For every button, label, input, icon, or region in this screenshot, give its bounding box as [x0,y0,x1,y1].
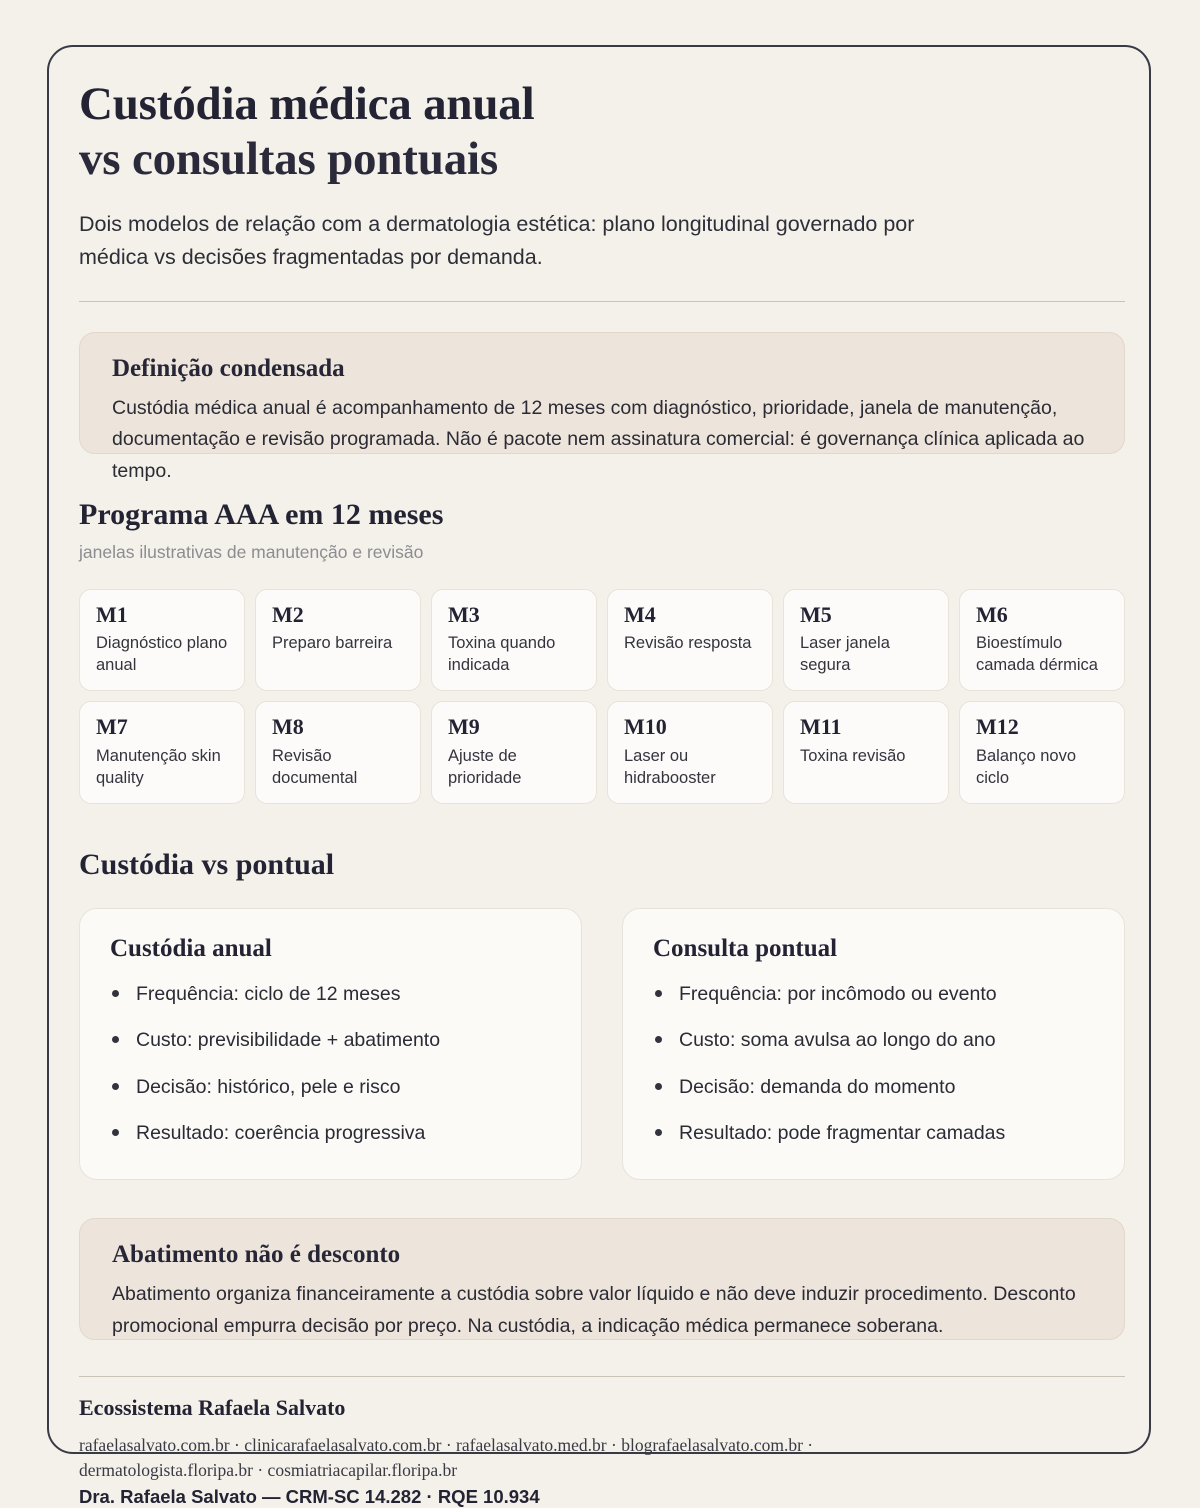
month-card-label: Bioestímulo camada dérmica [976,633,1098,675]
list-item-label: Decisão: demanda do momento [679,1075,956,1098]
discount-note-callout [79,1218,1125,1340]
list-item [110,1074,551,1100]
month-card-id: M6 [976,601,1008,627]
month-card [783,589,949,692]
list-item [653,981,1094,1007]
comparison-card-title: Custódia anual [110,935,272,963]
program-month-grid [79,589,1125,804]
bullet-icon [112,1036,119,1043]
footer-divider [79,1376,1125,1377]
footer-domains: rafaelasalvato.com.br · clinicarafaelasalvato.com.br · rafaelasalvato.med.br · blografaelasalvato.com.br · dermatologista.floripa.br · cosmiatriacapilar.floripa.br [79,1435,814,1481]
bullet-icon [112,1129,119,1136]
list-item [653,1120,1094,1146]
comparison-card-custodia [79,908,582,1180]
bullet-icon [655,1083,662,1090]
document-frame [47,45,1151,1507]
bullet-icon [112,1083,119,1090]
month-card [431,589,597,692]
month-card-id: M8 [272,714,304,740]
month-card [255,701,421,804]
list-item-label: Frequência: por incômodo ou evento [679,983,997,1006]
bullet-icon [655,1129,662,1136]
month-card-label: Preparo barreira [272,633,393,652]
month-card [607,589,773,692]
header-divider [79,301,1125,302]
month-card-id: M2 [272,601,304,627]
list-item-label: Frequência: ciclo de 12 meses [136,983,401,1006]
comparison-list [110,981,551,1146]
month-card [431,701,597,804]
discount-note-body: Abatimento organiza financeiramente a custódia sobre valor líquido e não deve induzir procedimento. Desconto promocional empurra decisão por preço. Na custódia, a indicação médica permanece soberana. [112,1283,1076,1337]
month-card-id: M4 [624,601,656,627]
bullet-icon [655,1036,662,1043]
page-title-line-2: vs consultas pontuais [79,132,498,185]
month-card-label: Toxina revisão [800,746,906,765]
page-title-line-1: Custódia médica anual [79,78,535,130]
month-card-id: M3 [448,601,480,627]
month-card-label: Revisão resposta [624,633,752,652]
month-card-label: Balanço novo ciclo [976,746,1076,787]
month-card-label: Manutenção skin quality [96,746,221,787]
definition-callout [79,332,1125,482]
comparison-card-title: Consulta pontual [653,935,838,963]
page-header [79,47,1125,186]
month-card-label: Revisão documental [272,746,358,787]
list-item-label: Custo: soma avulsa ao longo do ano [679,1029,996,1052]
month-card-label: Toxina quando indicada [448,633,556,675]
month-card-id: M7 [96,714,128,740]
month-card-id: M5 [800,601,832,627]
month-card-label: Ajuste de prioridade [448,746,522,787]
month-card [959,701,1125,804]
footer-credential: Dra. Rafaela Salvato — CRM-SC 14.282 · RQE 10.934 [79,1485,540,1507]
list-item [110,1027,551,1053]
program-section-subheading: janelas ilustrativas de manutenção e revisão [79,541,424,562]
list-item-label: Custo: previsibilidade + abatimento [136,1029,441,1052]
discount-note-title: Abatimento não é desconto [112,1241,401,1269]
month-card-label: Diagnóstico plano anual [96,633,228,675]
month-card-label: Laser ou hidrabooster [624,746,716,787]
list-item-label: Decisão: histórico, pele e risco [136,1075,401,1098]
month-card [607,701,773,804]
list-item [110,1120,551,1146]
list-item [110,981,551,1007]
month-card [79,589,245,692]
list-item-label: Resultado: coerência progressiva [136,1122,426,1145]
comparison-grid [79,908,1125,1180]
month-card [959,589,1125,692]
definition-callout-body: Custódia médica anual é acompanhamento de 12 meses com diagnóstico, prioridade, janela de manutenção, documentação e revisão programada. Não é pacote nem assinatura comercial: é governança clínica aplicada ao tempo. [112,396,1085,482]
month-card-id: M1 [96,601,128,627]
month-card [255,589,421,692]
month-card [79,701,245,804]
month-card-id: M9 [448,714,480,740]
comparison-card-pontual [622,908,1125,1180]
page-intro-text: Dois modelos de relação com a dermatologia estética: plano longitudinal governado por médica vs decisões fragmentadas por demanda. [79,212,915,270]
bullet-icon [112,990,119,997]
month-card [783,701,949,804]
comparison-list [653,981,1094,1146]
bullet-icon [655,990,662,997]
month-card-label: Laser janela segura [800,633,890,675]
month-card-id: M10 [624,714,667,740]
list-item-label: Resultado: pode fragmentar camadas [679,1122,1006,1145]
list-item [653,1074,1094,1100]
month-card-id: M11 [800,714,842,740]
program-section-heading: Programa AAA em 12 meses [79,497,444,531]
document-content [79,47,1125,1507]
list-item [653,1027,1094,1053]
month-card-id: M12 [976,714,1019,740]
comparison-section-heading: Custódia vs pontual [79,848,335,882]
definition-callout-title: Definição condensada [112,354,345,382]
footer-brand: Ecossistema Rafaela Salvato [79,1395,346,1421]
